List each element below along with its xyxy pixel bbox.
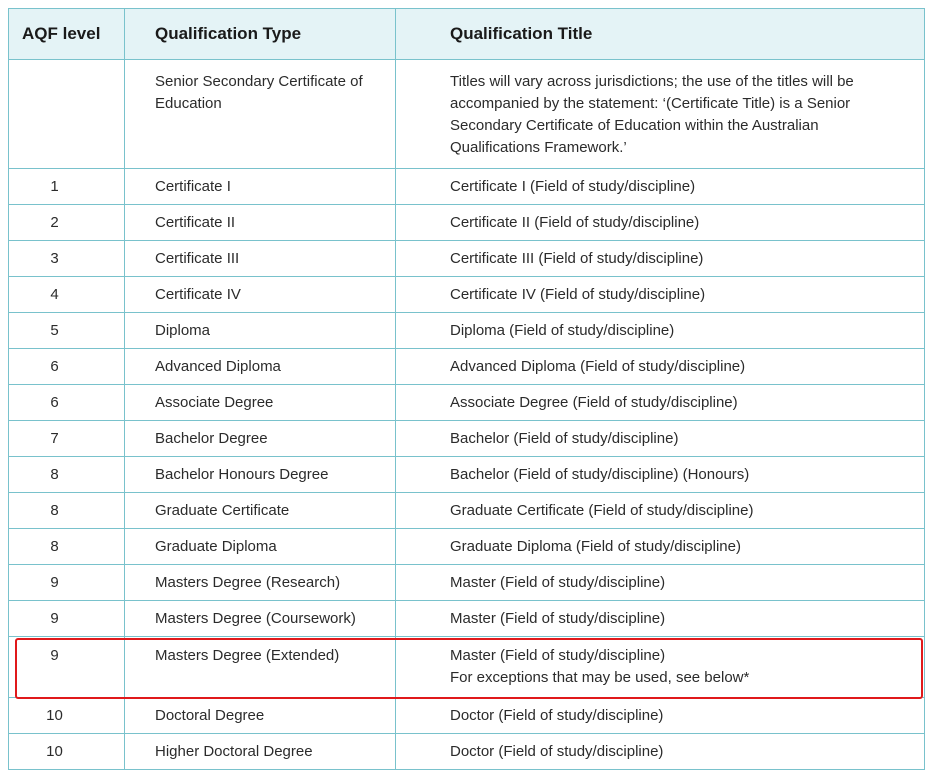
header-qualification-title: Qualification Title bbox=[396, 9, 925, 60]
cell-level: 8 bbox=[9, 529, 125, 565]
cell-type: Doctoral Degree bbox=[125, 698, 396, 734]
table-row bbox=[9, 421, 925, 457]
cell-level: 10 bbox=[9, 698, 125, 734]
cell-type: Certificate I bbox=[125, 169, 396, 205]
cell-title: Certificate I (Field of study/discipline) bbox=[396, 169, 925, 205]
cell-level: 1 bbox=[9, 169, 125, 205]
cell-level: 9 bbox=[9, 601, 125, 637]
cell-title: Advanced Diploma (Field of study/discipline) bbox=[396, 349, 925, 385]
cell-title: Master (Field of study/discipline) bbox=[396, 601, 925, 637]
cell-level: 6 bbox=[9, 349, 125, 385]
cell-type: Senior Secondary Certificate of Education bbox=[125, 60, 396, 169]
cell-title-note: For exceptions that may be used, see below* bbox=[450, 669, 750, 686]
table-row bbox=[9, 385, 925, 421]
table-row bbox=[9, 349, 925, 385]
header-aqf-level: AQF level bbox=[9, 9, 125, 60]
cell-level: 9 bbox=[9, 565, 125, 601]
cell-type: Masters Degree (Coursework) bbox=[125, 601, 396, 637]
table-row bbox=[9, 457, 925, 493]
table-row bbox=[9, 698, 925, 734]
cell-level: 8 bbox=[9, 457, 125, 493]
table-header-row bbox=[9, 9, 925, 60]
cell-type: Higher Doctoral Degree bbox=[125, 734, 396, 770]
cell-type: Certificate IV bbox=[125, 277, 396, 313]
table-row bbox=[9, 169, 925, 205]
cell-type: Graduate Diploma bbox=[125, 529, 396, 565]
table-row bbox=[9, 277, 925, 313]
cell-level: 8 bbox=[9, 493, 125, 529]
cell-type: Certificate II bbox=[125, 205, 396, 241]
cell-type: Bachelor Degree bbox=[125, 421, 396, 457]
cell-title: Certificate IV (Field of study/discipline) bbox=[396, 277, 925, 313]
cell-title: Doctor (Field of study/discipline) bbox=[396, 734, 925, 770]
cell-title: Diploma (Field of study/discipline) bbox=[396, 313, 925, 349]
table-row-highlighted bbox=[9, 637, 925, 698]
cell-level: 3 bbox=[9, 241, 125, 277]
cell-title: Graduate Certificate (Field of study/discipline) bbox=[396, 493, 925, 529]
cell-title: Certificate III (Field of study/discipline) bbox=[396, 241, 925, 277]
cell-type: Bachelor Honours Degree bbox=[125, 457, 396, 493]
table-row bbox=[9, 313, 925, 349]
cell-title: Bachelor (Field of study/discipline) bbox=[396, 421, 925, 457]
table-row bbox=[9, 601, 925, 637]
cell-title-main: Master (Field of study/discipline) bbox=[450, 647, 666, 664]
table-row bbox=[9, 205, 925, 241]
cell-type: Graduate Certificate bbox=[125, 493, 396, 529]
cell-title: Master (Field of study/discipline) bbox=[396, 565, 925, 601]
cell-type: Certificate III bbox=[125, 241, 396, 277]
cell-type: Associate Degree bbox=[125, 385, 396, 421]
cell-title bbox=[396, 637, 925, 698]
table-row bbox=[9, 734, 925, 770]
cell-type: Diploma bbox=[125, 313, 396, 349]
cell-title: Graduate Diploma (Field of study/discipline) bbox=[396, 529, 925, 565]
table-row bbox=[9, 565, 925, 601]
cell-level: 7 bbox=[9, 421, 125, 457]
table-row bbox=[9, 60, 925, 169]
header-qualification-type: Qualification Type bbox=[125, 9, 396, 60]
cell-type: Advanced Diploma bbox=[125, 349, 396, 385]
aqf-qualifications-table bbox=[8, 8, 925, 770]
cell-level: 5 bbox=[9, 313, 125, 349]
cell-level: 9 bbox=[9, 637, 125, 698]
cell-level: 6 bbox=[9, 385, 125, 421]
table-row bbox=[9, 241, 925, 277]
cell-level: 2 bbox=[9, 205, 125, 241]
cell-title: Certificate II (Field of study/discipline) bbox=[396, 205, 925, 241]
cell-level bbox=[9, 60, 125, 169]
cell-type: Masters Degree (Research) bbox=[125, 565, 396, 601]
table-row bbox=[9, 529, 925, 565]
cell-level: 10 bbox=[9, 734, 125, 770]
cell-level: 4 bbox=[9, 277, 125, 313]
table-row bbox=[9, 493, 925, 529]
cell-type: Masters Degree (Extended) bbox=[125, 637, 396, 698]
cell-title: Titles will vary across jurisdictions; the use of the titles will be accompanied by the statement: ‘(Certificate Title) is a Senior Secondary Certificate of Education within the Australian Qualifications Framework.’ bbox=[396, 60, 925, 169]
cell-title: Bachelor (Field of study/discipline) (Honours) bbox=[396, 457, 925, 493]
cell-title: Doctor (Field of study/discipline) bbox=[396, 698, 925, 734]
cell-title: Associate Degree (Field of study/discipline) bbox=[396, 385, 925, 421]
